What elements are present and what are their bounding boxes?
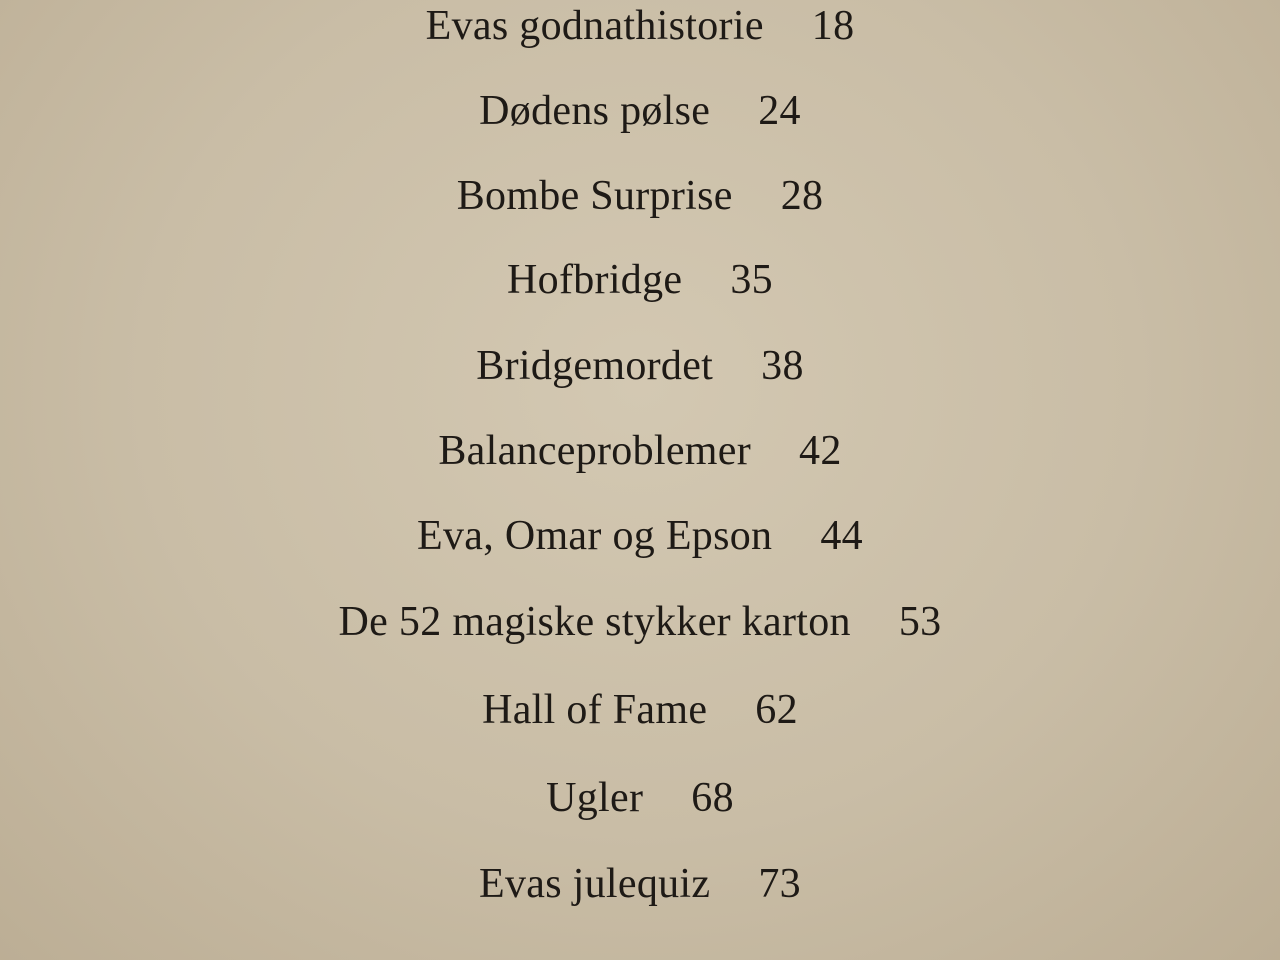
toc-entry: [0, 250, 1280, 310]
toc-entry-title: Hofbridge: [507, 257, 683, 303]
toc-entry-page: 24: [758, 88, 801, 134]
toc-entry-title: Ugler: [546, 775, 644, 821]
toc-entry-page: 42: [799, 428, 842, 474]
toc-entry: [0, 506, 1280, 566]
toc-entry-title: Evas godnathistorie: [425, 3, 764, 49]
toc-entry: [0, 421, 1280, 481]
toc-entry: [0, 768, 1280, 828]
toc-entry-title: Bombe Surprise: [456, 173, 733, 219]
toc-entry-page: 62: [755, 687, 798, 733]
toc-entry-page: 68: [691, 775, 734, 821]
toc-entry: [0, 854, 1280, 914]
toc-entry: [0, 680, 1280, 740]
toc-entry: [0, 336, 1280, 396]
toc-entry-title: De 52 magiske stykker karton: [338, 599, 851, 645]
toc-entry-title: Bridgemordet: [476, 343, 714, 389]
toc-entry-page: 44: [820, 513, 863, 559]
toc-entry-title: Eva, Omar og Epson: [417, 513, 773, 559]
toc-entry-title: Balanceproblemer: [438, 428, 752, 474]
toc-entry-title: Evas julequiz: [479, 861, 711, 907]
toc-entry-page: 38: [761, 343, 804, 389]
toc-entry-page: 18: [811, 3, 855, 49]
toc-entry: [0, 81, 1280, 141]
toc-entry: [0, 166, 1280, 226]
toc-entry: [0, 592, 1280, 652]
toc-entry-page: 28: [780, 173, 824, 219]
toc-entry: [0, 0, 1280, 56]
toc-entry-page: 53: [898, 599, 942, 645]
toc-entry-title: Dødens pølse: [479, 88, 711, 134]
toc-entry-page: 73: [758, 861, 801, 907]
toc-entry-title: Hall of Fame: [482, 687, 708, 733]
toc-entry-page: 35: [730, 257, 773, 303]
